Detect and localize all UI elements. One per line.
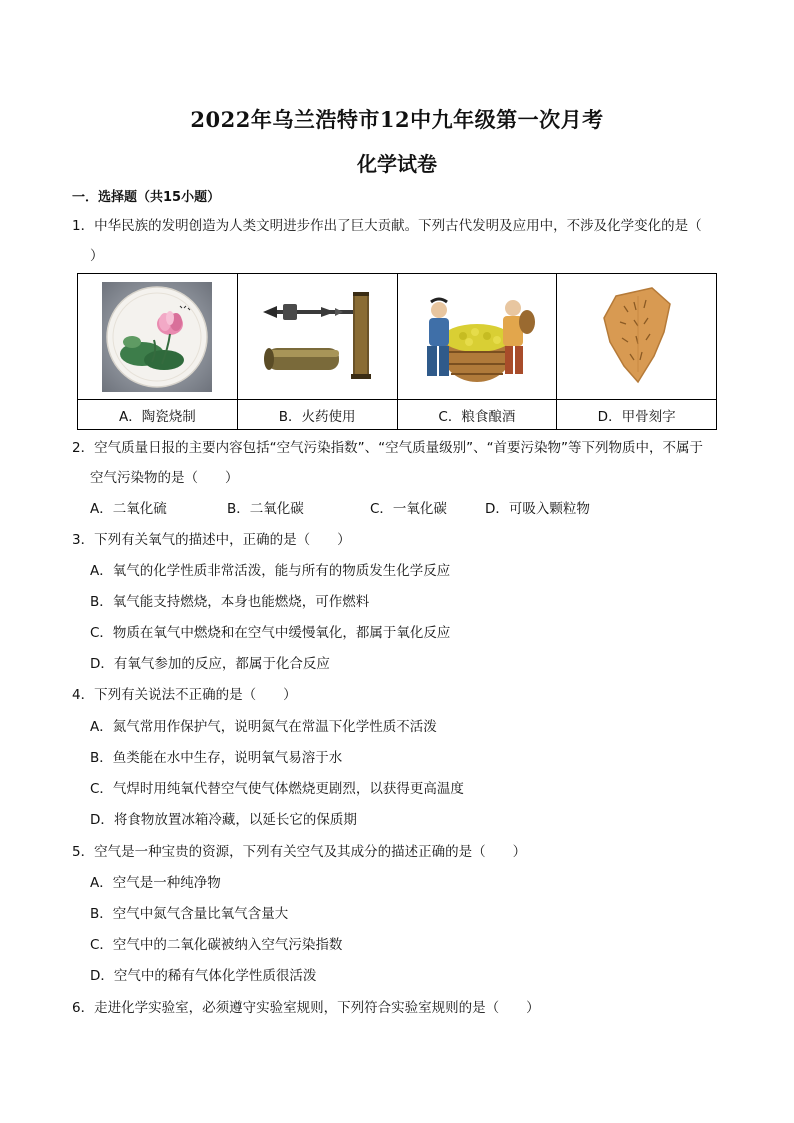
question-4-text: 4．下列有关说法不正确的是（ ） (72, 687, 297, 703)
question-5-option-b: B．空气中氮气含量比氧气含量大 (90, 906, 289, 922)
option-a-image-cell (78, 274, 238, 400)
oracle-bone-icon (594, 282, 680, 392)
question-4-option-b: B．鱼类能在水中生存，说明氧气易溶于水 (90, 750, 343, 766)
question-3-option-a: A．氧气的化学性质非常活泼，能与所有的物质发生化学反应 (90, 563, 451, 579)
question-2-option-b: B．二氧化碳 (227, 501, 304, 517)
option-b-label: B．火药使用 (237, 400, 397, 430)
exam-title: 2022年乌兰浩特市12中九年级第一次月考 (190, 107, 604, 132)
question-2-option-a: A．二氧化硫 (90, 501, 167, 517)
option-d-label: D．甲骨刻字 (557, 400, 717, 430)
question-2-text-cont: 空气污染物的是（ ） (90, 470, 239, 486)
question-3-option-b: B．氧气能支持燃烧，本身也能燃烧，可作燃料 (90, 594, 370, 610)
option-d-image-cell (557, 274, 717, 400)
option-a-label: A．陶瓷烧制 (78, 400, 238, 430)
wine-brewing-icon (417, 282, 537, 392)
question-6-text: 6．走进化学实验室，必须遵守实验室规则，下列符合实验室规则的是（ ） (72, 1000, 540, 1016)
question-4-option-c: C．气焊时用纯氧代替空气使气体燃烧更剧烈，以获得更高温度 (90, 781, 464, 797)
question-5-option-a: A．空气是一种纯净物 (90, 875, 221, 891)
question-5-option-c: C．空气中的二氧化碳被纳入空气污染指数 (90, 937, 343, 953)
question-2-option-d: D．可吸入颗粒物 (485, 501, 590, 517)
question-4-option-a: A．氮气常用作保护气，说明氮气在常温下化学性质不活泼 (90, 719, 437, 735)
question-2-option-c: C．一氧化碳 (370, 501, 447, 517)
question-1-text-cont: ） (90, 248, 104, 264)
gunpowder-icon (253, 282, 381, 392)
option-c-label: C．粮食酿酒 (397, 400, 557, 430)
question-5-text: 5．空气是一种宝贵的资源，下列有关空气及其成分的描述正确的是（ ） (72, 844, 527, 860)
option-b-image-cell (237, 274, 397, 400)
question-3-text: 3．下列有关氧气的描述中，正确的是（ ） (72, 532, 351, 548)
exam-subtitle: 化学试卷 (357, 152, 437, 176)
section-title: 一．选择题（共15小题） (72, 190, 221, 205)
question-2-text: 2．空气质量日报的主要内容包括“空气污染指数”、“空气质量级别”、“首要污染物”等下列物质中，不属于 (72, 440, 704, 456)
question-3-option-d: D．有氧气参加的反应，都属于化合反应 (90, 656, 330, 672)
question-1-text: 1．中华民族的发明创造为人类文明进步作出了巨大贡献。下列古代发明及应用中，不涉及化学变化的是（ (72, 218, 702, 234)
question-5-option-d: D．空气中的稀有气体化学性质很活泼 (90, 968, 317, 984)
option-c-image-cell (397, 274, 557, 400)
question-3-option-c: C．物质在氧气中燃烧和在空气中缓慢氧化，都属于氧化反应 (90, 625, 451, 641)
question-1-image-table (77, 273, 717, 430)
question-4-option-d: D．将食物放置冰箱冷藏，以延长它的保质期 (90, 812, 357, 828)
porcelain-plate-icon (102, 282, 212, 392)
